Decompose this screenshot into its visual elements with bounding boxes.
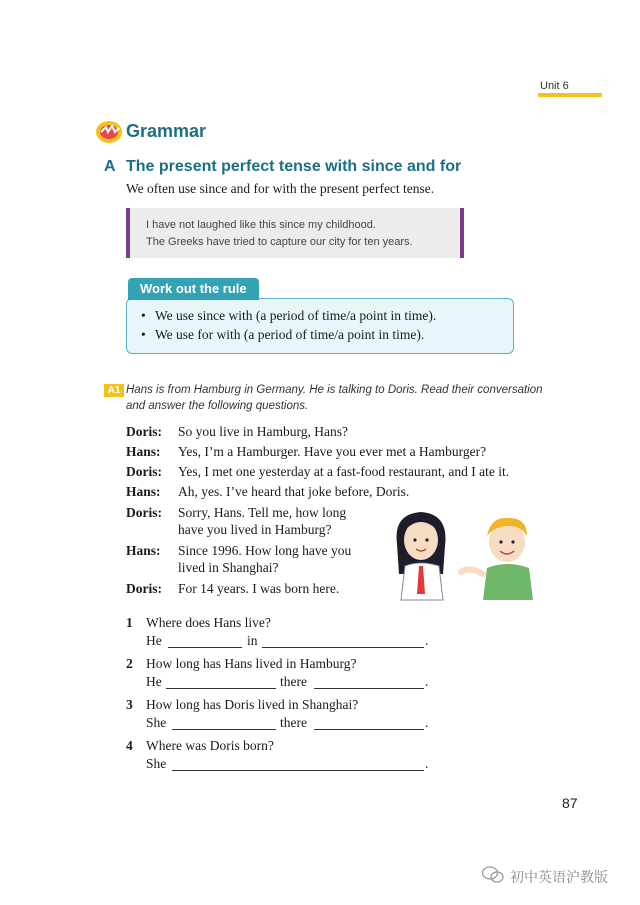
dialogue-line: Sorry, Hans. Tell me, how long (178, 505, 347, 520)
exercise-instructions: Hans is from Hamburg in Germany. He is talking to Doris. Read their conversation (126, 384, 543, 396)
watermark-text: 初中英语沪教版 (510, 870, 608, 886)
question-text: How long has Hans lived in Hamburg? (146, 656, 357, 671)
dialogue-speaker: Doris: (126, 581, 162, 596)
answer-blank[interactable] (172, 770, 424, 771)
dialogue-speaker: Doris: (126, 424, 162, 439)
section-heading: Grammar (126, 121, 207, 141)
answer-blank[interactable] (166, 688, 276, 689)
dialogue-speaker: Hans: (126, 543, 161, 558)
watermark (482, 866, 608, 888)
unit-underline (538, 93, 602, 97)
dialogue-speaker: Doris: (126, 505, 162, 520)
dialogue-line: have you lived in Hamburg? (178, 522, 332, 537)
answer-blank[interactable] (314, 729, 424, 730)
answer-prefix: He (146, 674, 162, 689)
answer-connector: in (247, 633, 258, 648)
answer-end: . (425, 715, 429, 730)
example-box (126, 208, 464, 258)
dialogue-line: Since 1996. How long have you (178, 543, 352, 558)
dialogue-line: Yes, I met one yesterday at a fast-food restaurant, and I ate it. (178, 464, 510, 479)
question-number: 1 (126, 615, 133, 630)
grammar-badge-icon (95, 118, 125, 144)
dialogue-speaker: Hans: (126, 484, 161, 499)
answer-prefix: She (146, 756, 167, 771)
answer-blank[interactable] (314, 688, 424, 689)
question-number: 4 (126, 738, 133, 753)
answer-connector: there (280, 715, 307, 730)
dialogue-speaker: Doris: (126, 464, 162, 479)
section-letter: A (104, 158, 116, 175)
rule-item: • We use for with (a period of time/a point in time). (141, 327, 425, 342)
question-text: How long has Doris lived in Shanghai? (146, 697, 359, 712)
answer-connector: there (280, 674, 307, 689)
dialogue-line: Ah, yes. I’ve heard that joke before, Doris. (178, 484, 410, 499)
answer-end: . (425, 756, 429, 771)
answer-prefix: He (146, 633, 162, 648)
exercise-instructions: and answer the following questions. (126, 400, 309, 412)
answer-blank[interactable] (262, 647, 424, 648)
rule-tab-label: Work out the rule (128, 278, 259, 300)
answer-end: . (425, 674, 429, 689)
rule-item: • We use since with (a period of time/a point in time). (141, 308, 437, 323)
dialogue-line: For 14 years. I was born here. (178, 581, 340, 596)
dialogue-speaker: Hans: (126, 444, 161, 459)
dialogue-line: Yes, I’m a Hamburger. Have you ever met a Hamburger? (178, 444, 487, 459)
question-text: Where does Hans live? (146, 615, 271, 630)
answer-prefix: She (146, 715, 167, 730)
section-intro: We often use since and for with the present perfect tense. (126, 181, 435, 196)
rule-box (126, 298, 514, 354)
page-number: 87 (562, 795, 578, 811)
dialogue-line: So you live in Hamburg, Hans? (178, 424, 348, 439)
question-number: 3 (126, 697, 133, 712)
section-title: The present perfect tense with since and for (126, 158, 462, 175)
dialogue-line: lived in Shanghai? (178, 560, 279, 575)
example-sentence: The Greeks have tried to capture our city for ten years. (146, 236, 413, 248)
question-text: Where was Doris born? (146, 738, 274, 753)
characters-illustration (383, 504, 555, 604)
answer-end: . (425, 633, 429, 648)
example-sentence: I have not laughed like this since my childhood. (146, 219, 376, 231)
exercise-badge: A1 (104, 384, 124, 397)
answer-blank[interactable] (168, 647, 242, 648)
wechat-icon (482, 866, 504, 888)
question-number: 2 (126, 656, 133, 671)
answer-blank[interactable] (172, 729, 276, 730)
unit-label: Unit 6 (540, 80, 569, 92)
